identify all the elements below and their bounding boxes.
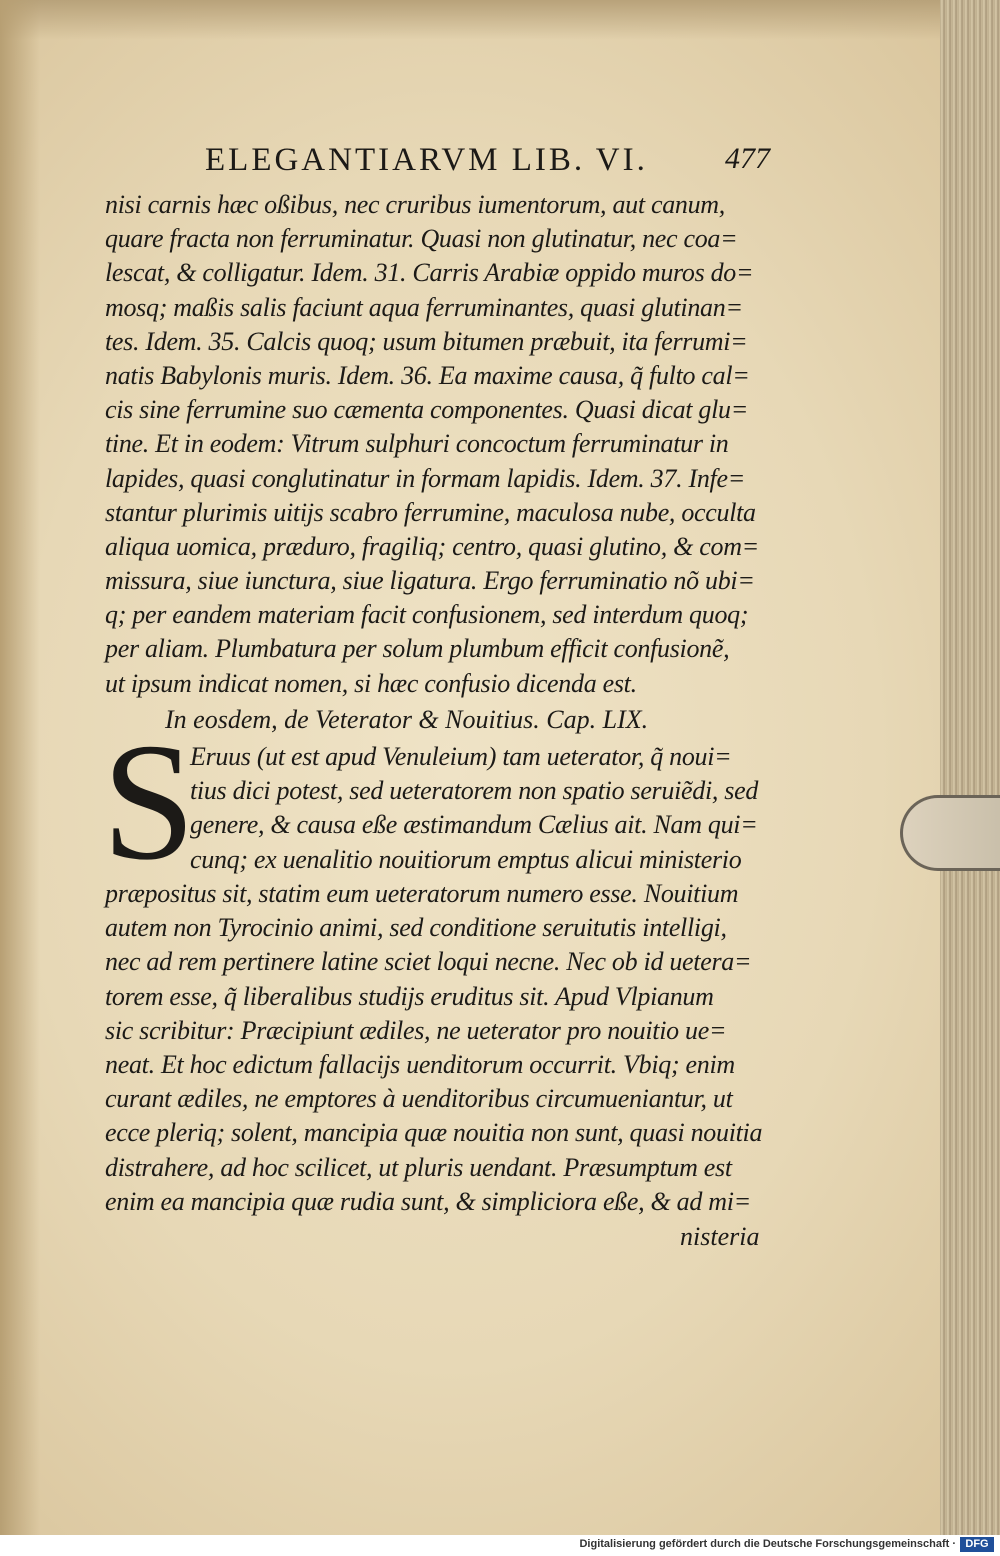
running-title: ELEGANTIARVM LIB. VI. [205,142,648,178]
page-top-shadow [0,0,1000,40]
paragraph-2-indented [190,740,775,877]
paragraph-1 [105,188,775,701]
text-line: nec ad rem pertinere latine sciet loqui necne. Nec ob id uetera= [105,947,752,977]
page-header [205,142,785,182]
text-line: genere, & causa eße æstimandum Cælius ait. Nam qui= [190,810,758,840]
text-line: cis sine ferrumine suo cæmenta componentes. Quasi dicat glu= [105,395,748,425]
page-number: 477 [725,142,770,175]
paragraph-2 [105,877,775,1219]
text-line: præpositus sit, statim eum ueteratorum numero esse. Nouitium [105,879,739,908]
book-clip [900,795,1000,871]
text-line: ut ipsum indicat nomen, si hæc confusio dicenda est. [105,668,637,698]
footer-bar [0,1535,1000,1556]
text-line: distrahere, ad hoc scilicet, ut pluris uendant. Præsumptum est [105,1152,732,1182]
text-line: aliqua uomica, præduro, fragiliq; centro, quasi glutino, & com= [105,531,759,561]
text-line: Eruus (ut est apud Venuleium) tam ueterator, q̃ noui= [190,742,732,771]
text-line: q; per eandem materiam facit confusionem, sed interdum quoq; [105,600,749,630]
text-line: lescat, & colligatur. Idem. 31. Carris Arabiæ oppido muros do= [105,258,754,288]
binding-gutter [0,0,40,1535]
text-line: sic scribitur: Præcipiunt ædiles, ne ueterator pro nouitio ue= [105,1015,727,1045]
page-stack-edge [940,0,1000,1535]
text-line: ecce pleriq; solent, mancipia quæ nouitia non sunt, quasi nouitia [105,1118,763,1148]
text-line: quare fracta non ferruminatur. Quasi non glutinatur, nec coa= [105,224,738,254]
catchword: nisteria [680,1222,760,1251]
text-line: neat. Et hoc edictum fallacijs uenditorum occurrit. Vbiq; enim [105,1049,735,1079]
text-line: enim ea mancipia quæ rudia sunt, & simpliciora eße, & ad mi= [105,1186,751,1216]
text-line: lapides, quasi conglutinatur in formam lapidis. Idem. 37. Infe= [105,463,745,493]
text-line: cunq; ex uenalitio nouitiorum emptus alicui ministerio [190,844,742,874]
text-line: curant ædiles, ne emptores à uenditoribus circumueniantur, ut [105,1084,733,1114]
chapter-heading: In eosdem, de Veterator & Nouitius. Cap. LIX. [165,705,649,734]
text-line: tius dici potest, sed ueteratorem non spatio seruiẽdi, sed [190,776,759,806]
text-line: missura, siue iunctura, siue ligatura. Ergo ferruminatio nõ ubi= [105,566,755,596]
drop-cap: S [102,709,196,895]
text-line: stantur plurimis uitijs scabro ferrumine, maculosa nube, occulta [105,497,756,527]
text-line: autem non Tyrocinio animi, sed conditione seruitutis intelligi, [105,913,727,943]
text-line: tes. Idem. 35. Calcis quoq; usum bitumen præbuit, ita ferrumi= [105,326,748,356]
text-line: natis Babylonis muris. Idem. 36. Ea maxime causa, q̃ fulto cal= [105,360,750,390]
text-line: torem esse, q̃ liberalibus studijs eruditus sit. Apud Vlpianum [105,981,714,1011]
text-line: mosq; maßis salis faciunt aqua ferruminantes, quasi glutinan= [105,292,743,322]
dfg-logo: DFG [960,1537,994,1552]
digitization-credit: Digitalisierung gefördert durch die Deutsche Forschungsgemeinschaft · [579,1538,956,1550]
text-line: tine. Et in eodem: Vitrum sulphuri concoctum ferruminatur in [105,429,729,459]
text-line: per aliam. Plumbatura per solum plumbum efficit confusionẽ, [105,634,730,664]
text-line: nisi carnis hæc oßibus, nec cruribus iumentorum, aut canum, [105,190,725,219]
